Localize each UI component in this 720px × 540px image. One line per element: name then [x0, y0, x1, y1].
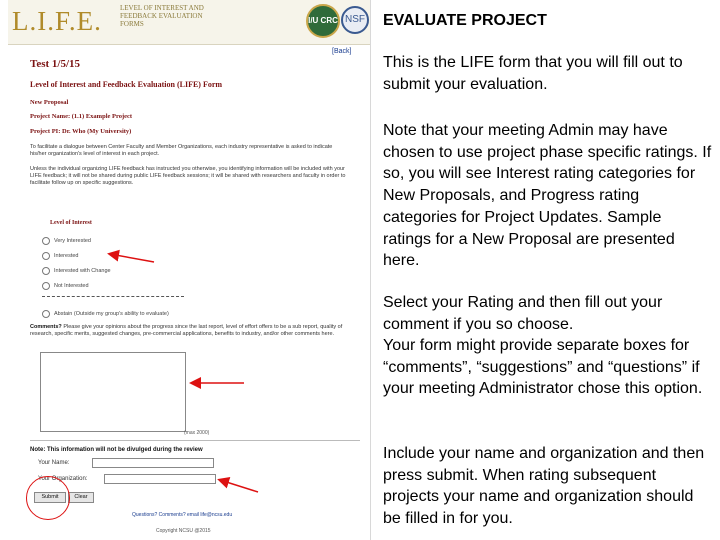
intro-paragraph: To facilitate a dialogue between Center Faculty and Member Organizations, each industry representative is asked to indicate his/her organization's level of interest in each project. [30, 144, 333, 157]
nsf-seal-icon: NSF [341, 6, 369, 34]
your-name-input[interactable] [92, 458, 214, 468]
arrow-to-name-fields [220, 480, 258, 492]
radio-label: Interested with Change [54, 268, 111, 274]
comments-label: Comments? [30, 324, 62, 330]
footer-contact-link[interactable]: Questions? Comments? email life@ncsu.edu [132, 512, 233, 518]
logo-subtitle: LEVEL OF INTEREST AND FEEDBACK EVALUATION FORMS [120, 4, 204, 28]
level-of-interest-label: Level of Interest [50, 220, 92, 226]
project-name: Project Name: (1.1) Example Project [30, 113, 133, 120]
radio-label: Interested [54, 253, 79, 259]
radio-button-icon[interactable] [42, 282, 50, 290]
life-logo: L.I.F.E. [12, 6, 102, 36]
highlight-circle [26, 476, 70, 520]
arrow-to-rating-options [110, 254, 154, 262]
your-organization-input[interactable] [104, 474, 216, 484]
iucrc-seal-icon: I/U CRC [306, 4, 340, 38]
footer-copyright: Copyright NCSU @2015 [156, 528, 211, 534]
radio-button-icon[interactable] [42, 252, 50, 260]
max-length-hint: (max 2000) [184, 430, 210, 436]
radio-very-interested[interactable] [42, 237, 91, 245]
instructions-para-2: Note that your meeting Admin may have chosen to use project phase specific ratings. If so, you will see Interest rating categories for New Proposals, and Progress rating categories for Project Updates. Sample ratings for a New Proposal are presented here. [383, 122, 712, 270]
comments-text: Please give your opinions about the progress since the last report, level of effort offers to be a sub report, quality of research, specific merits, suggested changes, pre-commercial applications, benefits to industry, and/or other comments here. [30, 324, 343, 337]
your-name-label: Your Name: [38, 460, 70, 466]
radio-button-icon[interactable] [42, 310, 50, 318]
clear-button[interactable]: Clear [68, 492, 94, 503]
divider [42, 296, 184, 297]
instructions-para-4: Include your name and organization and then press submit. When rating subsequent projects your name and organization should be filled in for you. [383, 445, 705, 528]
instructions-para-3a: Select your Rating and then fill out your comment if you so choose. [383, 294, 663, 333]
screenshot-panel [8, 0, 371, 540]
radio-interested[interactable] [42, 252, 78, 260]
site-header [8, 0, 370, 45]
project-pi: Project PI: Dr. Who (My University) [30, 128, 132, 135]
radio-button-icon[interactable] [42, 237, 50, 245]
radio-not-interested[interactable] [42, 282, 89, 290]
privacy-note: Note: This information will not be divulged during the review [30, 440, 360, 453]
radio-label: Abstain (Outside my group's ability to evaluate) [54, 311, 169, 317]
instructions-para-3b: Your form might provide separate boxes for “comments”, “suggestions” and “questions” if your meeting Administrator chose this option. [383, 337, 703, 398]
comments-instructions [30, 324, 360, 338]
instructions-para-1: This is the LIFE form that you will fill out to submit your evaluation. [383, 54, 683, 93]
radio-abstain[interactable] [42, 310, 169, 318]
comments-textarea[interactable] [40, 352, 186, 432]
submit-button[interactable]: Submit [34, 492, 66, 503]
feedback-paragraph: Unless the individual organizing LIFE feedback has instructed you otherwise, you identifying information will be included with your LIFE feedback; it will not be shared during public LIFE feedback sessions; it will be shared with researchers and faculty in order to facilitate follow up on specific suggestions. [30, 166, 346, 186]
form-title: Level of Interest and Feedback Evaluation (LIFE) Form [30, 80, 223, 89]
radio-label: Very Interested [54, 238, 91, 244]
back-link[interactable]: [Back] [332, 48, 352, 55]
instructions-heading: EVALUATE PROJECT [383, 12, 547, 29]
radio-button-icon[interactable] [42, 267, 50, 275]
radio-label: Not Interested [54, 283, 89, 289]
radio-interested-with-change[interactable] [42, 267, 111, 275]
proposal-type: New Proposal [30, 99, 69, 106]
test-title: Test 1/5/15 [30, 58, 81, 70]
your-organization-label: Your Organization: [38, 476, 88, 482]
